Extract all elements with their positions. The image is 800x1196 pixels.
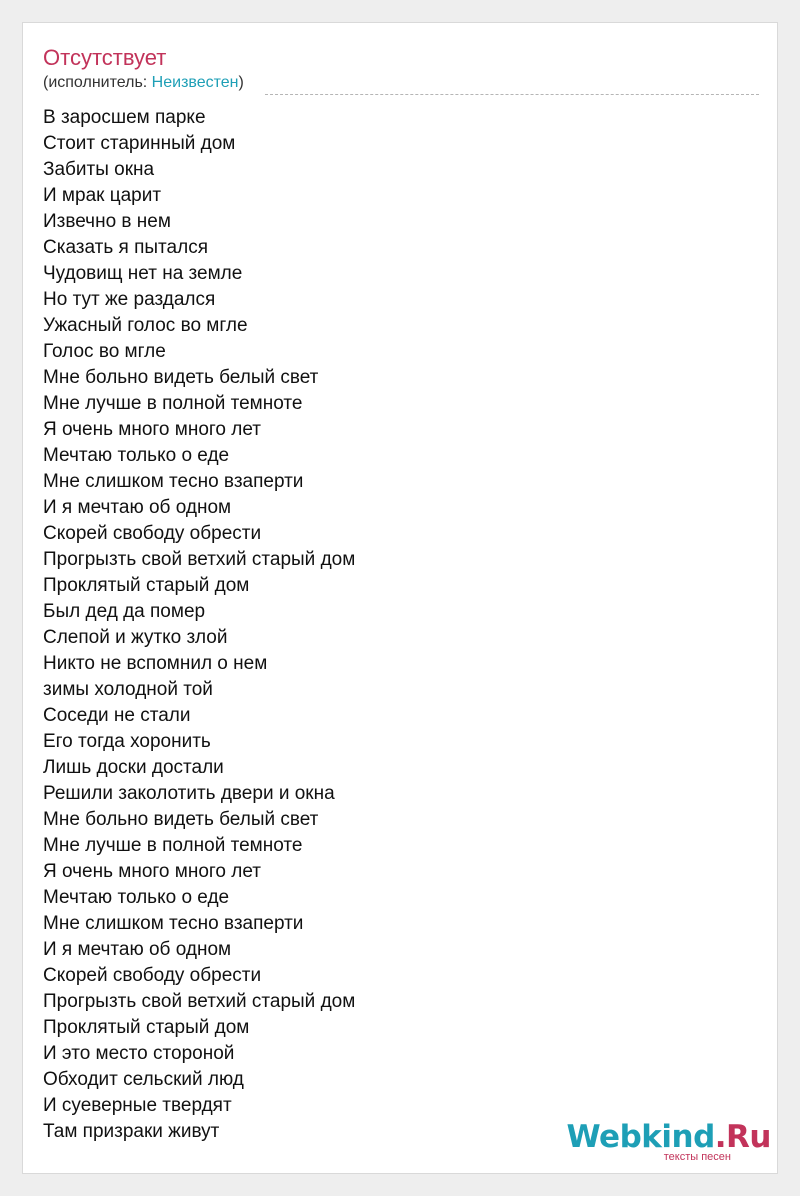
song-title: Отсутствует xyxy=(43,45,167,70)
lyrics-text xyxy=(43,105,355,1145)
dashed-divider xyxy=(265,94,759,95)
lyric-line: Прогрызть свой ветхий старый дом xyxy=(43,549,356,570)
lyric-line: Мечтаю только о еде xyxy=(43,887,230,908)
lyric-line: Был дед да помер xyxy=(43,601,206,622)
lyric-line: И мрак царит xyxy=(43,185,162,206)
lyric-line: Мне больно видеть белый свет xyxy=(43,367,319,388)
lyric-line: Чудовищ нет на земле xyxy=(43,263,243,284)
lyric-line: Мне больно видеть белый свет xyxy=(43,809,319,830)
lyric-line: Но тут же раздался xyxy=(43,289,216,310)
lyric-line: Мне слишком тесно взаперти xyxy=(43,471,304,492)
lyrics-card xyxy=(22,22,778,1174)
lyric-line: Скорей свободу обрести xyxy=(43,965,262,986)
lyric-line: В заросшем парке xyxy=(43,107,206,128)
lyric-line: Решили заколотить двери и окна xyxy=(43,783,335,804)
lyric-line: Забиты окна xyxy=(43,159,155,180)
lyric-line: И это место стороной xyxy=(43,1043,235,1064)
webkind-logo[interactable] xyxy=(566,1119,771,1167)
logo-wordmark xyxy=(566,1119,771,1155)
logo-tagline: тексты песен xyxy=(663,1151,731,1163)
lyric-line: Извечно в нем xyxy=(43,211,171,232)
lyric-line: Скорей свободу обрести xyxy=(43,523,262,544)
artist-link[interactable]: Неизвестен xyxy=(151,74,239,91)
lyric-line: Проклятый старый дом xyxy=(43,1017,250,1038)
lyric-line: Обходит сельский люд xyxy=(43,1069,244,1090)
lyric-line: Слепой и жутко злой xyxy=(43,627,228,648)
lyric-line: И я мечтаю об одном xyxy=(43,939,232,960)
logo-web: Webkind xyxy=(566,1119,715,1155)
artist-line xyxy=(43,73,244,93)
lyric-line: И суеверные твердят xyxy=(43,1095,232,1116)
lyric-line: И я мечтаю об одном xyxy=(43,497,232,518)
artist-suffix: ) xyxy=(238,74,244,91)
lyric-line: Прогрызть свой ветхий старый дом xyxy=(43,991,356,1012)
lyric-line: Я очень много много лет xyxy=(43,419,261,440)
logo-ru: .Ru xyxy=(714,1119,771,1155)
lyric-line: Мне лучше в полной темноте xyxy=(43,835,303,856)
lyric-line: Там призраки живут xyxy=(43,1121,220,1142)
lyric-line: Мне лучше в полной темноте xyxy=(43,393,303,414)
lyric-line: Мне слишком тесно взаперти xyxy=(43,913,304,934)
lyric-line: Я очень много много лет xyxy=(43,861,261,882)
lyric-line: Ужасный голос во мгле xyxy=(43,315,248,336)
lyric-line: Сказать я пытался xyxy=(43,237,208,258)
lyric-line: Стоит старинный дом xyxy=(43,133,236,154)
artist-prefix: (исполнитель: xyxy=(43,74,152,91)
lyric-line: Голос во мгле xyxy=(43,341,166,362)
lyric-line: Лишь доски достали xyxy=(43,757,224,778)
lyric-line: Его тогда хоронить xyxy=(43,731,211,752)
lyric-line: Проклятый старый дом xyxy=(43,575,250,596)
lyric-line: Никто не вспомнил о нем xyxy=(43,653,268,674)
lyric-line: зимы холодной той xyxy=(43,679,213,700)
lyric-line: Мечтаю только о еде xyxy=(43,445,230,466)
lyric-line: Соседи не стали xyxy=(43,705,191,726)
